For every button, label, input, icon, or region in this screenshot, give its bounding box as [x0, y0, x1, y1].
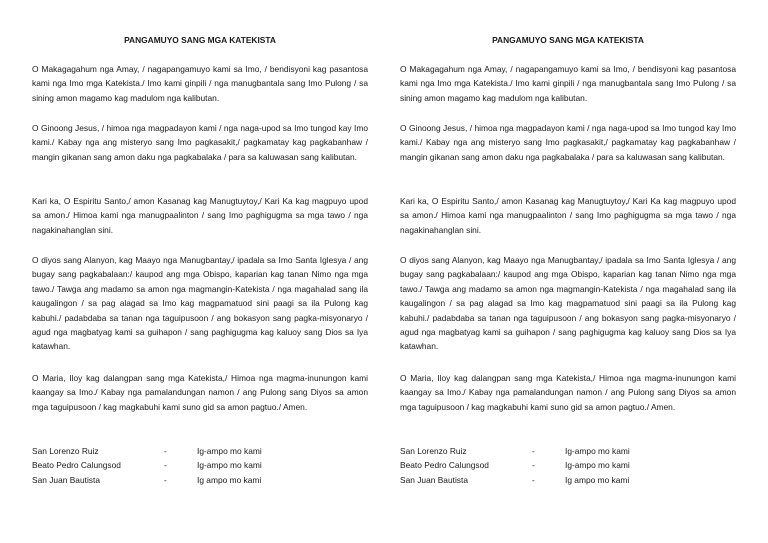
litany-row [32, 473, 368, 487]
litany-row [32, 444, 368, 458]
prayer-paragraph-jesus: O Ginoong Jesus, / himoa nga magpadayon kami / nga naga-upod sa Imo tungod kay Imo kami./ Kabay nga ang misteryo sang Imo pagkasakit,/ pagkamatay kag pagkabanhaw / mangin gikanan sang amon daku nga pagkabalaka / para sa kaluwasan sang kalibutan. [32, 123, 368, 162]
litany-response: Ig-ampo mo kami [565, 446, 630, 456]
prayer-paragraph-holy-spirit: Kari ka, O Espiritu Santo,/ amon Kasanag kag Manugtuytoy,/ Kari Ka kag magpuyo upod sa amon./ Himoa kami nga manugpaalinton / sang Imo paghigugma sa mga tawo / nga nagakinahanglan sini. [400, 196, 736, 235]
litany-row [400, 473, 736, 487]
prayer-paragraph-mary: O Maria, Iloy kag dalangpan sang mga Katekista,/ Himoa nga magma-inunungon kami kaangay sa Imo./ Kabay nga pamalandungan namon / ang Pulong sang Diyos sa amon mga taguipusoon / kag magkabuhi kami suno gid sa amon pagtuo./ Amen. [32, 373, 368, 412]
litany-response: Ig ampo mo kami [197, 474, 262, 485]
litany-saint-name: San Juan Bautista [400, 474, 468, 485]
litany-saint-name: San Lorenzo Ruiz [400, 446, 467, 456]
litany-response: Ig ampo mo kami [565, 474, 630, 485]
litany-response: Ig-ampo mo kami [565, 460, 630, 471]
litany-saint-name: Beato Pedro Calungsod [400, 460, 489, 471]
litany-dash: - [532, 460, 535, 471]
prayer-paragraph-father: O Makagagahum nga Amay, / nagapangamuyo kami sa Imo, / bendisyoni kag pasantosa kami nga Imo mga Katekista./ Imo kami ginpili / nga manugbantala sang Imo Pulong / sa sining amon magamo kag madulom nga kalibutan. [32, 64, 368, 103]
litany-response: Ig-ampo mo kami [197, 460, 262, 471]
litany-dash: - [164, 460, 167, 471]
prayer-title: PANGAMUYO SANG MGA KATEKISTA [492, 35, 644, 45]
prayer-paragraph-mary: O Maria, Iloy kag dalangpan sang mga Katekista,/ Himoa nga magma-inunungon kami kaangay sa Imo./ Kabay nga pamalandungan namon / ang Pulong sang Diyos sa amon mga taguipusoon / kag magkabuhi kami suno gid sa amon pagtuo./ Amen. [400, 373, 736, 412]
prayer-paragraph-holy-spirit: Kari ka, O Espiritu Santo,/ amon Kasanag kag Manugtuytoy,/ Kari Ka kag magpuyo upod sa amon./ Himoa kami nga manugpaalinton / sang Imo paghigugma sa mga tawo / nga nagakinahanglan sini. [32, 196, 368, 235]
litany-saint-name: Beato Pedro Calungsod [32, 460, 121, 471]
litany-row [32, 458, 368, 472]
litany-dash: - [532, 446, 535, 456]
prayer-paragraph-church: O diyos sang Alanyon, kag Maayo nga Manugbantay,/ ipadala sa Imo Santa Iglesya / ang bugay sang pagkabalaan:/ kaupod ang mga Obispo, kaparian kag tanan Nimo nga mga tawo./ Tawga ang madamo sa amon nga magmangin-Katekista / nga magahalad sang ila kaugalingon / sa pag alagad sa Imo kag magpamatuod sini paagi sa ila Pulong kag kabuhi./ padabdaba sa tanan nga taguipusoon / ang bokasyon sang pagka-misyonaryo / agud nga magbatyag kami sa guihapon / sang paghigugma kag kaluoy sang Dios sa Iya katawhan. [400, 255, 736, 352]
litany-dash: - [164, 474, 167, 485]
litany-list [32, 444, 368, 487]
prayer-title: PANGAMUYO SANG MGA KATEKISTA [124, 35, 276, 45]
litany-saint-name: San Lorenzo Ruiz [32, 446, 99, 456]
litany-dash: - [532, 474, 535, 485]
litany-saint-name: San Juan Bautista [32, 474, 100, 485]
prayer-paragraph-father: O Makagagahum nga Amay, / nagapangamuyo kami sa Imo, / bendisyoni kag pasantosa kami nga Imo mga Katekista./ Imo kami ginpili / nga manugbantala sang Imo Pulong / sa sining amon magamo kag madulom nga kalibutan. [400, 64, 736, 103]
litany-response: Ig-ampo mo kami [197, 446, 262, 456]
litany-dash: - [164, 446, 167, 456]
litany-row [400, 444, 736, 458]
litany-list [400, 444, 736, 487]
prayer-paragraph-jesus: O Ginoong Jesus, / himoa nga magpadayon kami / nga naga-upod sa Imo tungod kay Imo kami./ Kabay nga ang misteryo sang Imo pagkasakit,/ pagkamatay kag pagkabanhaw / mangin gikanan sang amon daku nga pagkabalaka / para sa kaluwasan sang kalibutan. [400, 123, 736, 162]
prayer-paragraph-church: O diyos sang Alanyon, kag Maayo nga Manugbantay,/ ipadala sa Imo Santa Iglesya / ang bugay sang pagkabalaan:/ kaupod ang mga Obispo, kaparian kag tanan Nimo nga mga tawo./ Tawga ang madamo sa amon nga magmangin-Katekista / nga magahalad sang ila kaugalingon / sa pag alagad sa Imo kag magpamatuod sini paagi sa ila Pulong kag kabuhi./ padabdaba sa tanan nga taguipusoon / ang bokasyon sang pagka-misyonaryo / agud nga magbatyag kami sa guihapon / sang paghigugma kag kaluoy sang Dios sa Iya katawhan. [32, 255, 368, 352]
litany-row [400, 458, 736, 472]
